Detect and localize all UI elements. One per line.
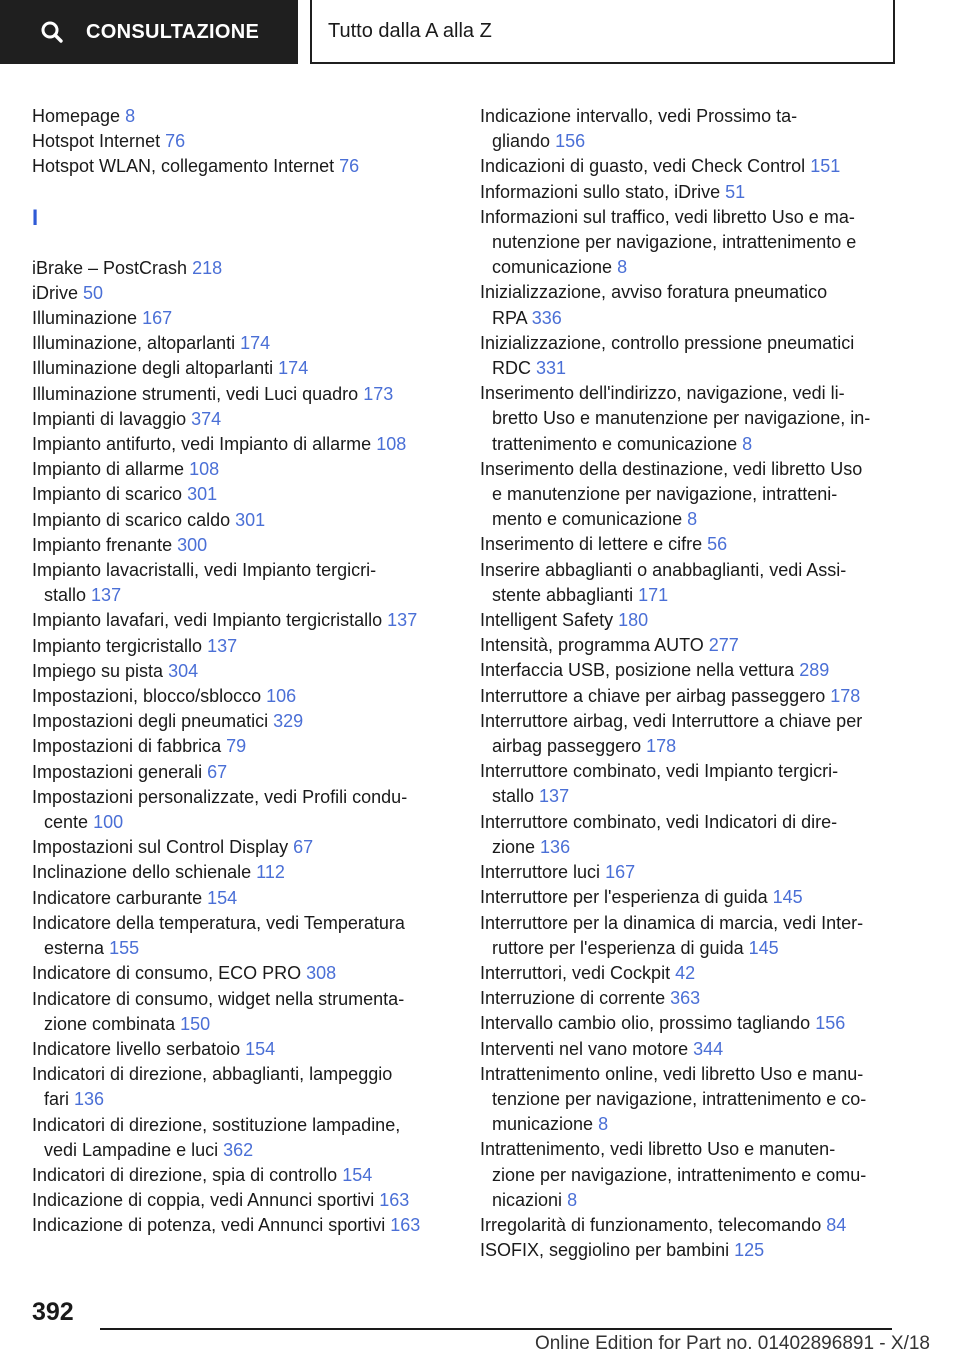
index-entry — [480, 709, 892, 759]
index-entry — [480, 810, 892, 860]
page-link[interactable]: 8 — [125, 106, 136, 126]
index-entry — [32, 1113, 442, 1163]
index-entry — [480, 381, 892, 457]
page-link[interactable]: 171 — [638, 584, 669, 605]
section-label: CONSULTAZIONE — [86, 20, 260, 43]
entries-after-heading — [32, 256, 442, 1239]
index-entry — [32, 911, 442, 961]
entries-before-heading — [32, 104, 442, 180]
page-link[interactable]: 289 — [799, 660, 830, 681]
page-link[interactable]: 51 — [725, 181, 746, 202]
entry-text: Interruttore luci — [480, 862, 601, 883]
index-entry — [32, 382, 442, 407]
entry-text: Intrattenimento online, vedi libretto Uso e manu- — [480, 1063, 864, 1084]
entry-text: Indicatore carburante — [32, 887, 203, 908]
page-link[interactable]: 163 — [379, 1190, 410, 1211]
entry-text: Inserimento della destinazione, vedi libretto Uso — [480, 458, 863, 479]
entry-text: Impianto di scarico — [32, 484, 183, 505]
index-column-left — [32, 104, 442, 1239]
page-link[interactable]: 174 — [278, 358, 309, 379]
index-entry — [480, 457, 892, 533]
entry-text: Impianto frenante — [32, 534, 173, 555]
index-entry — [480, 885, 892, 910]
entries-right — [480, 104, 892, 1263]
page-link[interactable]: 218 — [192, 257, 223, 278]
index-entry — [480, 532, 892, 557]
page-link[interactable]: 56 — [707, 534, 728, 555]
entry-text: RDC — [492, 358, 531, 379]
entry-text: iBrake – PostCrash — [32, 257, 188, 278]
page-link[interactable]: 137 — [207, 635, 238, 656]
index-entry — [32, 1062, 442, 1112]
page-link[interactable]: 155 — [109, 938, 140, 959]
entry-text: Indicatore di consumo, widget nella strumenta- — [32, 988, 405, 1009]
entry-text: Indicazione di potenza, vedi Annunci sportivi — [32, 1215, 386, 1236]
page-header — [0, 0, 960, 66]
page-link[interactable]: 167 — [605, 862, 636, 883]
entry-text: Indicatori di direzione, spia di controllo — [32, 1164, 338, 1185]
entry-text: Inserire abbaglianti o anabbaglianti, vedi Assi- — [480, 559, 847, 580]
index-entry — [32, 154, 442, 179]
index-entry — [32, 407, 442, 432]
entry-text: Impianto tergicristallo — [32, 635, 203, 656]
entry-text: stente abbaglianti — [492, 584, 634, 605]
entry-text: Impianto di allarme — [32, 459, 185, 480]
page-link[interactable]: 67 — [207, 761, 228, 782]
page-link[interactable]: 108 — [376, 434, 407, 455]
index-entry — [32, 331, 442, 356]
entry-text: Indicatori di direzione, abbaglianti, lampeggio — [32, 1064, 393, 1085]
entry-text: Interruttori, vedi Cockpit — [480, 962, 671, 983]
entry-text: trattenimento e comunicazione — [492, 433, 738, 454]
entry-text: Inserimento dell'indirizzo, navigazione, vedi li- — [480, 383, 845, 404]
entry-text: Indicatore della temperatura, vedi Temperatura — [32, 912, 405, 933]
index-entry — [480, 633, 892, 658]
entry-text: zione — [492, 836, 536, 857]
index-entry — [32, 432, 442, 457]
entry-text: Hotspot Internet — [32, 131, 161, 152]
index-entry — [480, 180, 892, 205]
entry-text: Informazioni sullo stato, iDrive — [480, 181, 721, 202]
index-entry — [32, 860, 442, 885]
page-link[interactable]: 8 — [742, 433, 753, 454]
index-entry — [32, 684, 442, 709]
index-entry — [32, 1188, 442, 1213]
entry-text: Intervallo cambio olio, prossimo tagliando — [480, 1013, 811, 1034]
entry-text: Impianto lavafari, vedi Impianto tergicristallo — [32, 610, 383, 631]
index-entry — [480, 1238, 892, 1263]
letter-heading: I — [32, 204, 39, 230]
index-entry — [32, 1163, 442, 1188]
entry-text: zione combinata — [44, 1013, 176, 1034]
page-link[interactable]: 331 — [536, 358, 567, 379]
entry-text: Impianto lavacristalli, vedi Impianto tergicri- — [32, 560, 377, 581]
page-link[interactable]: 173 — [363, 383, 394, 404]
index-entry — [32, 1213, 442, 1238]
section-title-tab[interactable] — [310, 0, 895, 64]
entry-text: Inclinazione dello schienale — [32, 862, 252, 883]
page-link[interactable]: 112 — [256, 862, 285, 883]
section-tab-consultazione[interactable] — [0, 0, 298, 64]
page-link[interactable]: 137 — [387, 610, 418, 631]
entry-text: Impianto antifurto, vedi Impianto di allarme — [32, 434, 372, 455]
page-link[interactable]: 178 — [830, 685, 861, 706]
index-entry — [32, 104, 442, 129]
page-link[interactable]: 108 — [189, 459, 220, 480]
entry-text: nutenzione per navigazione, intrattenimento e — [492, 232, 857, 253]
index-entry — [32, 129, 442, 154]
page-link[interactable]: 374 — [191, 408, 222, 429]
entry-text: RPA — [492, 307, 527, 328]
index-entry — [32, 634, 442, 659]
page-link[interactable]: 100 — [93, 812, 124, 833]
entry-text: Indicazione intervallo, vedi Prossimo ta- — [480, 106, 798, 126]
page-number: 392 — [32, 1298, 74, 1326]
entry-text: Informazioni sul traffico, vedi libretto Uso e ma- — [480, 206, 855, 227]
entry-text: Impostazioni, blocco/sblocco — [32, 686, 262, 707]
entry-text: Impiego su pista — [32, 660, 164, 681]
page-link[interactable]: 79 — [226, 736, 247, 757]
entry-text: Interruttore airbag, vedi Interruttore a chiave per — [480, 710, 863, 731]
entry-text: Interruttore per l'esperienza di guida — [480, 887, 768, 908]
entry-text: Impianto di scarico caldo — [32, 509, 231, 530]
page-link[interactable]: 8 — [598, 1114, 609, 1135]
index-entry — [480, 1011, 892, 1036]
page-link[interactable]: 76 — [339, 156, 360, 177]
entry-text: stallo — [492, 786, 535, 807]
index-entry — [480, 1137, 892, 1213]
entry-text: Inizializzazione, controllo pressione pneumatici — [480, 332, 855, 353]
entry-text: Inserimento di lettere e cifre — [480, 534, 703, 555]
page-link[interactable]: 308 — [306, 963, 337, 984]
page-link[interactable]: 304 — [168, 660, 199, 681]
index-entry — [32, 306, 442, 331]
page-link[interactable]: 301 — [235, 509, 266, 530]
entry-text: vedi Lampadine e luci — [44, 1139, 219, 1160]
entry-text: bretto Uso e manutenzione per navigazione, in- — [492, 408, 871, 429]
page-link[interactable]: 154 — [207, 887, 238, 908]
entry-text: Interventi nel vano motore — [480, 1038, 689, 1059]
entry-text: ruttore per l'esperienza di guida — [492, 937, 744, 958]
entry-text: Interruttore combinato, vedi Impianto tergicri- — [480, 761, 839, 782]
entry-text: mento e comunicazione — [492, 509, 683, 530]
page-link[interactable]: 145 — [772, 887, 803, 908]
page-link[interactable]: 156 — [555, 131, 586, 152]
page-link[interactable]: 344 — [693, 1038, 724, 1059]
entry-text: Impianti di lavaggio — [32, 408, 187, 429]
index-entry — [32, 835, 442, 860]
page-link[interactable]: 277 — [708, 635, 739, 656]
entry-text: ISOFIX, seggiolino per bambini — [480, 1240, 730, 1261]
entry-text: Indicatore livello serbatoio — [32, 1038, 241, 1059]
index-entry — [32, 533, 442, 558]
page-link[interactable]: 136 — [540, 836, 571, 857]
entry-text: Illuminazione strumenti, vedi Luci quadro — [32, 383, 359, 404]
index-column-right — [480, 104, 892, 1263]
footer-edition: Online Edition for Part no. 01402896891 - X/18 — [534, 1333, 930, 1354]
index-entry — [480, 759, 892, 809]
page-link[interactable]: 137 — [539, 786, 570, 807]
entry-text: esterna — [44, 938, 105, 959]
index-entry — [32, 987, 442, 1037]
index-entry — [32, 734, 442, 759]
page-link[interactable]: 178 — [646, 736, 677, 757]
page-link[interactable]: 363 — [670, 988, 701, 1009]
entry-text: Intrattenimento, vedi libretto Uso e manuten- — [480, 1139, 836, 1160]
page-link[interactable]: 8 — [567, 1189, 578, 1210]
page-link[interactable]: 167 — [142, 308, 173, 329]
footer-divider — [100, 1328, 892, 1330]
page-link[interactable]: 42 — [675, 962, 696, 983]
page-link[interactable]: 174 — [240, 333, 271, 354]
entry-text: Indicazione di coppia, vedi Annunci sportivi — [32, 1190, 375, 1211]
page-link[interactable]: 76 — [165, 131, 186, 152]
entry-text: nicazioni — [492, 1189, 563, 1210]
page-link[interactable]: 362 — [223, 1139, 254, 1160]
index-entry — [480, 658, 892, 683]
index-entry — [480, 205, 892, 281]
index-entry — [480, 961, 892, 986]
index-entry — [32, 1037, 442, 1062]
entry-text: Illuminazione — [32, 308, 138, 329]
page-link[interactable]: 84 — [826, 1214, 847, 1235]
entry-text: municazione — [492, 1114, 594, 1135]
index-entry — [32, 785, 442, 835]
entry-text: Impostazioni degli pneumatici — [32, 711, 269, 732]
entry-text: tenzione per navigazione, intrattenimento e co- — [492, 1088, 867, 1109]
entry-text: zione per navigazione, intrattenimento e comu- — [492, 1164, 867, 1185]
entry-text: Illuminazione, altoparlanti — [32, 333, 236, 354]
index-entry — [32, 659, 442, 684]
entry-text: Impostazioni sul Control Display — [32, 837, 289, 858]
entry-text: Intelligent Safety — [480, 610, 614, 631]
entry-text: Hotspot WLAN, collegamento Internet — [32, 156, 335, 177]
entry-text: Illuminazione degli altoparlanti — [32, 358, 274, 379]
page-link[interactable]: 154 — [342, 1164, 373, 1185]
index-entry — [480, 608, 892, 633]
entry-text: comunicazione — [492, 257, 613, 278]
entry-text: Impostazioni generali — [32, 761, 203, 782]
index-entry — [480, 1037, 892, 1062]
index-entry — [480, 1213, 892, 1238]
page-link[interactable]: 336 — [531, 307, 562, 328]
page-link[interactable]: 8 — [617, 257, 628, 278]
page-link[interactable]: 150 — [180, 1013, 211, 1034]
page-link[interactable]: 301 — [187, 484, 218, 505]
entry-text: stallo — [44, 585, 87, 606]
index-entry — [32, 558, 442, 608]
page-link[interactable]: 50 — [83, 282, 104, 303]
page-link[interactable]: 125 — [734, 1240, 765, 1261]
entry-text: Interfaccia USB, posizione nella vettura — [480, 660, 795, 681]
page-link[interactable]: 137 — [91, 585, 122, 606]
page-link[interactable]: 156 — [815, 1013, 846, 1034]
index-entry — [32, 356, 442, 381]
index-entry — [480, 558, 892, 608]
page-link[interactable]: 8 — [687, 509, 698, 530]
page-link[interactable]: 163 — [390, 1215, 421, 1236]
entry-text: Indicatore di consumo, ECO PRO — [32, 963, 302, 984]
index-entry — [480, 1062, 892, 1138]
search-icon — [40, 19, 66, 45]
entry-text: e manutenzione per navigazione, intratteni- — [492, 484, 838, 505]
entry-text: Interruzione di corrente — [480, 988, 666, 1009]
entry-text: iDrive — [32, 282, 79, 303]
index-entry — [480, 860, 892, 885]
entry-text: cente — [44, 812, 89, 833]
page-link[interactable]: 300 — [177, 534, 208, 555]
index-entry — [32, 457, 442, 482]
index-entry — [32, 608, 442, 633]
entry-text: Impostazioni di fabbrica — [32, 736, 222, 757]
index-entry — [32, 760, 442, 785]
entry-text: Inizializzazione, avviso foratura pneumatico — [480, 282, 828, 303]
entry-text: Interruttore combinato, vedi Indicatori di dire- — [480, 811, 838, 832]
entry-text: Intensità, programma AUTO — [480, 635, 704, 656]
index-entry — [480, 280, 892, 330]
page-link[interactable]: 151 — [810, 156, 841, 177]
page-link[interactable]: 136 — [74, 1089, 105, 1110]
index-entry — [480, 986, 892, 1011]
entry-text: fari — [44, 1089, 70, 1110]
entry-text: Indicatori di direzione, sostituzione lampadine, — [32, 1114, 401, 1135]
index-entry — [480, 331, 892, 381]
entry-text: Irregolarità di funzionamento, telecomando — [480, 1214, 822, 1235]
entry-text: gliando — [492, 131, 551, 152]
index-entry — [32, 281, 442, 306]
index-entry — [480, 104, 892, 154]
index-entry — [32, 709, 442, 734]
index-entry — [32, 961, 442, 986]
page-link[interactable]: 67 — [293, 837, 314, 858]
page-link[interactable]: 106 — [266, 686, 297, 707]
entry-text: Interruttore a chiave per airbag passeggero — [480, 685, 826, 706]
index-entry — [32, 482, 442, 507]
page-link[interactable]: 154 — [245, 1038, 276, 1059]
entry-text: airbag passeggero — [492, 736, 642, 757]
index-entry — [32, 508, 442, 533]
entry-text: Indicazioni di guasto, vedi Check Control — [480, 156, 806, 177]
page-link[interactable]: 180 — [618, 610, 649, 631]
entry-text: Interruttore per la dinamica di marcia, vedi Inter- — [480, 912, 864, 933]
index-entry — [480, 684, 892, 709]
section-title: Tutto dalla A alla Z — [328, 19, 492, 42]
index-entry — [32, 256, 442, 281]
entry-text: Impostazioni personalizzate, vedi Profili condu- — [32, 786, 408, 807]
index-entry — [480, 154, 892, 179]
page-link[interactable]: 145 — [748, 937, 779, 958]
page-link[interactable]: 329 — [273, 711, 304, 732]
index-entry — [32, 886, 442, 911]
index-entry — [480, 911, 892, 961]
entry-text: Homepage — [32, 106, 121, 126]
